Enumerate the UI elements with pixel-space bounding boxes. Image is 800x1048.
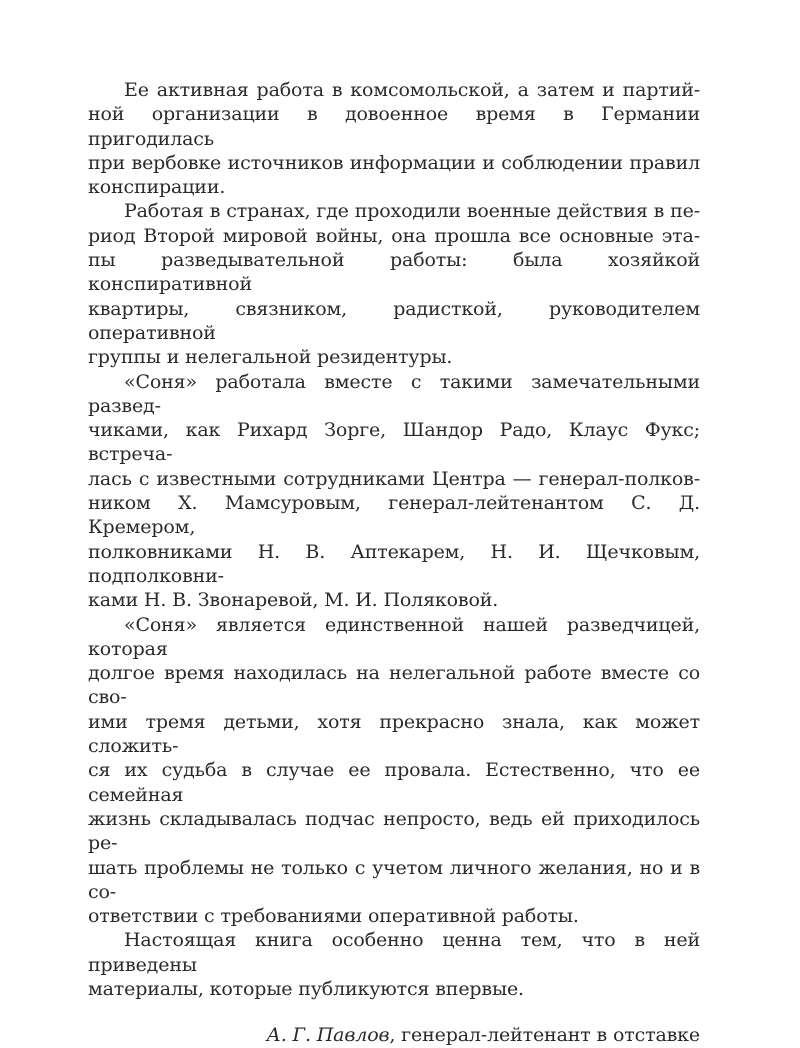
text-line: пы разведывательной работы: была хозяйкой конспиративной bbox=[88, 249, 700, 296]
text-line: шать проблемы не только с учетом личного желания, но и в со- bbox=[88, 856, 700, 903]
text-line: материалы, которые публикуются впервые. bbox=[88, 977, 524, 1000]
signature-author: А. Г. Павлов bbox=[266, 1024, 390, 1047]
text-line: группы и нелегальной резидентуры. bbox=[88, 346, 453, 369]
signature-title: , генерал-лейтенант в отставке bbox=[389, 1024, 700, 1047]
text-line: риод Второй мировой войны, она прошла все основные эта- bbox=[88, 224, 700, 247]
text-line: при вербовке источников информации и соблюдении правил bbox=[88, 151, 700, 174]
text-line: Ее активная работа в комсомольской, а затем и партий- bbox=[124, 79, 700, 101]
text-line: ответствии с требованиями оперативной работы. bbox=[88, 905, 579, 928]
text-line: ими тремя детьми, хотя прекрасно знала, как может сложить- bbox=[88, 710, 700, 758]
paragraph-3 bbox=[88, 370, 700, 613]
text-line: квартиры, связником, радисткой, руководителем оперативной bbox=[88, 297, 700, 344]
text-line: ками Н. В. Звонаревой, М. И. Поляковой. bbox=[88, 589, 499, 612]
text-line: ной организации в довоенное время в Германии пригодилась bbox=[88, 103, 700, 150]
document-page bbox=[88, 78, 700, 1048]
text-line: Настоящая книга особенно ценна тем, что в ней приведены bbox=[88, 929, 700, 976]
text-line: Работая в странах, где проходили военные действия в пе- bbox=[124, 200, 700, 223]
text-line: конспирации. bbox=[88, 176, 226, 199]
text-line: чиками, как Рихард Зорге, Шандор Радо, Клаус Фукс; встреча- bbox=[88, 419, 700, 466]
text-line: жизнь складывалась подчас непросто, ведь ей приходилось ре- bbox=[88, 807, 700, 855]
text-line: долгое время находилась на нелегальной работе вместе со сво- bbox=[88, 662, 700, 709]
text-line: ся их судьба в случае ее провала. Естественно, что ее семейная bbox=[88, 759, 700, 806]
paragraph-1 bbox=[88, 78, 700, 199]
paragraph-5 bbox=[88, 928, 700, 1001]
text-line: «Соня» является единственной нашей разведчицей, которая bbox=[88, 613, 700, 660]
text-line: лась с известными сотрудниками Центра — генерал-полков- bbox=[88, 467, 700, 490]
signature bbox=[88, 1023, 700, 1047]
paragraph-2 bbox=[88, 199, 700, 369]
text-line: «Соня» работала вместе с такими замечательными развед- bbox=[88, 370, 700, 417]
paragraph-4 bbox=[88, 613, 700, 929]
text-line: полковниками Н. В. Аптекарем, Н. И. Щечковым, подполковни- bbox=[88, 540, 700, 587]
text-line: ником Х. Мамсуровым, генерал-лейтенантом С. Д. Кремером, bbox=[88, 492, 700, 539]
